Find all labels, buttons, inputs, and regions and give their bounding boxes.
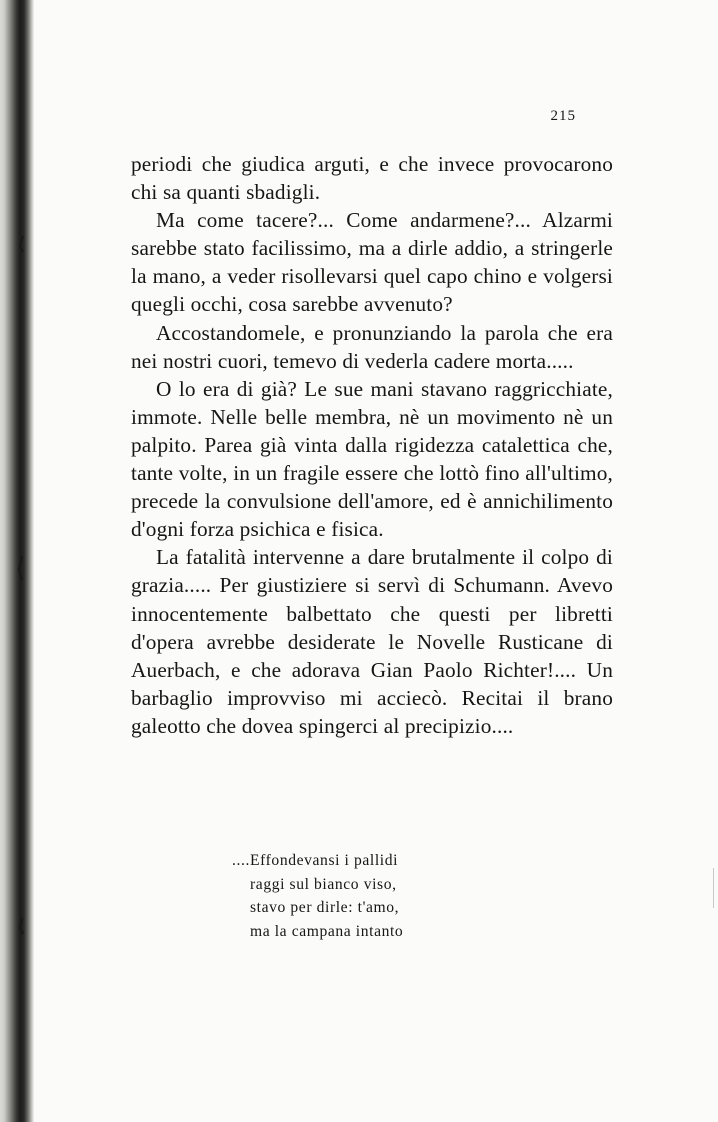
scan-speck <box>713 868 714 908</box>
verse-quote <box>232 849 403 943</box>
verse-line: ....Effondevansi i pallidi <box>232 852 399 869</box>
paragraph: Ma come tacere?... Come andarmene?... Alzarmi sarebbe stato facilissimo, ma a dirle addio, a stringerle la mano, a veder risollevarsi quel capo chino e volgersi quegli occhi, cosa sarebbe avvenuto? <box>131 208 613 317</box>
body-text <box>131 150 613 740</box>
binding-marks <box>14 0 26 1122</box>
paragraph: La fatalità intervenne a dare brutalmente il colpo di grazia..... Per giustiziere si servì di Schumann. Avevo innocentemente balbettato che questi per libretti d'opera avrebbe desiderate le Novelle Rusticane di Auerbach, e che adorava Gian Paolo Richter!.... Un barbaglio improvviso mi accieсò. Recitai il brano galeotto che dovea spingerci al precipizio.... <box>131 545 613 738</box>
verse-line: stavo per dirle: t'amo, <box>250 899 400 917</box>
verse-line: raggi sul bianco viso, <box>250 875 397 893</box>
paragraph: periodi che giudica arguti, e che invece provocarono chi sa quanti sbadigli. <box>131 152 613 205</box>
paragraph: Accostandomele, e pronunziando la parola che era nei nostri cuori, temevo di vederla cadere morta..... <box>131 320 613 373</box>
page-number: 215 <box>550 108 576 124</box>
paragraph: O lo era di già? Le sue mani stavano raggricchiate, immote. Nelle belle membra, nè un movimento nè un palpito. Parea già vinta dalla rigidezza catalettica che, tante volte, in un fragile essere che lottò fino all'ultimo, precede la convulsione dell'amore, ed è annichilimento d'ogni forza psichica e fisica. <box>131 376 613 542</box>
verse-line: ma la campana intanto <box>250 922 404 940</box>
